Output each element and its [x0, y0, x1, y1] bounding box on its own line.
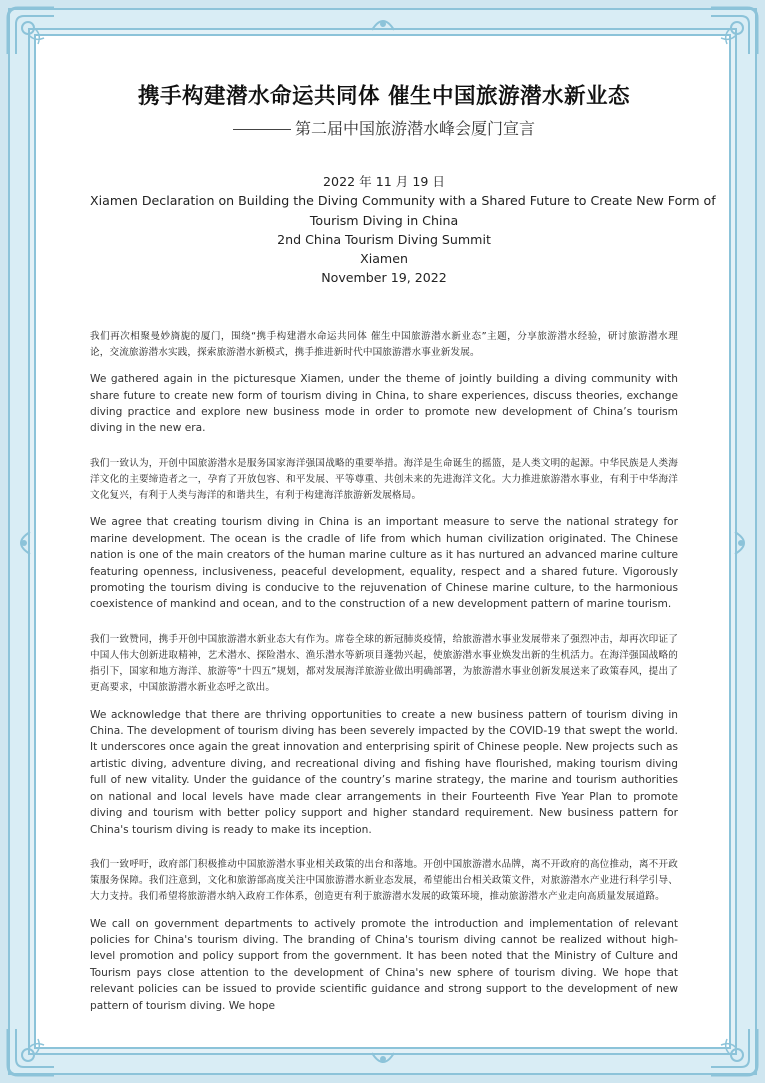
paragraph-zh: 我们再次相聚曼妙旖旎的厦门，围绕“携手构建潜水命运共同体 催生中国旅游潜水新业态”主题，分享旅游潜水经验，研讨旅游潜水理论，交流旅游潜水实践，探索旅游潜水新模式，携手推进新时代中国旅游潜水事业新发展。: [90, 330, 678, 358]
summit-name: 2nd China Tourism Diving Summit: [277, 231, 491, 247]
paragraph-en: We call on government departments to actively promote the introduction and implementation of relevant policies for China's tourism diving. The branding of China's tourism diving cannot be realized without high-level promotion and policy support from the government. It has been noted that the Ministry of Culture and Tourism pays close attention to the development of China's new sphere of tourism diving. We hope that relevant policies can be issued to provide scientific guidance and strong support to the development of new pattern of tourism diving. We hope: [90, 917, 678, 1012]
bottom-motif-icon: [370, 1051, 396, 1071]
document-content: [90, 82, 716, 1033]
document-title: 携手构建潜水命运共同体 催生中国旅游潜水新业态: [138, 84, 630, 109]
document-body: [90, 329, 678, 1014]
city-name: Xiamen: [360, 251, 408, 267]
left-motif-icon: [12, 530, 32, 556]
english-title-line-2: Tourism Diving in China: [309, 212, 459, 228]
english-title-line-1: Xiamen Declaration on Building the Diving Community with a Shared Future to Create New Form of: [90, 193, 716, 209]
paragraph-zh: 我们一致呼吁，政府部门积极推动中国旅游潜水事业相关政策的出台和落地。开创中国旅游潜水品牌，离不开政府的高位推动，离不开政策服务保障。我们注意到，文化和旅游部高度关注中国旅游潜水新业态发展，希望能出台相关政策文件，对旅游潜水产业进行科学引导、大力支持。我们希望将旅游潜水纳入政府工作体系，创造更有利于旅游潜水发展的政策环境，推动旅游潜水产业走向高质量发展道路。: [90, 858, 678, 903]
top-motif-icon: [370, 12, 396, 32]
corner-ornament-icon: [707, 4, 761, 58]
right-motif-icon: [733, 530, 753, 556]
corner-ornament-icon: [707, 1025, 761, 1079]
date-zh: 2022 年 11 月 19 日: [323, 174, 445, 189]
subtitle-dash: [233, 129, 291, 130]
document-subtitle: [90, 118, 678, 140]
paragraph-zh: 我们一致赞同，携手开创中国旅游潜水新业态大有作为。席卷全球的新冠肺炎疫情，给旅游潜水事业发展带来了强烈冲击，却再次印证了中国人伟大创新进取精神，艺术潜水、探险潜水、渔乐潜水等新项目蓬勃兴起，使旅游潜水事业焕发出新的生机活力。在海洋强国战略的指引下，国家和地方海洋、旅游等“十四五”规划，都对发展海洋旅游业做出明确部署，为旅游潜水事业创新发展送来了政策春风，提出了更高要求，中国旅游潜水新业态呼之欲出。: [90, 633, 678, 694]
date-en: November 19, 2022: [321, 270, 447, 286]
paragraph-en: We gathered again in the picturesque Xiamen, under the theme of jointly building a diving community with share future to create new form of tourism diving in China, to share experiences, discuss theories, exchange diving practice and explore new business mode in order to promote new development of China’s tourism diving in the new era.: [90, 373, 678, 435]
paragraph-en: We agree that creating tourism diving in China is an important measure to serve the national strategy for marine development. The ocean is the cradle of life from which human civilization originated. The Chinese nation is one of the main creators of the human marine culture as it has nurtured an advanced marine culture featuring openness, inclusiveness, peaceful development, equality, respect and a shared future. Vigorously promoting the tourism diving is conducive to the rejuvenation of Chinese marine culture, to the harmonious coexistence of mankind and ocean, and to the construction of a new development pattern of marine tourism.: [90, 516, 678, 611]
paragraph-en: We acknowledge that there are thriving opportunities to create a new business pattern of tourism diving in China. The development of tourism diving has been severely impacted by the COVID-19 that swept the world. It underscores once again the great innovation and enterprising spirit of Chinese people. New projects such as artistic diving, adventure diving, and recreational diving and fishing have flourished, making tourism diving full of new vitality. Under the guidance of the country’s marine strategy, the marine and tourism authorities on national and local levels have made clear arrangements in their Fourteenth Five Year Plan to promote diving and tourism with better policy support and higher standard requirement. New business pattern for China's tourism diving is ready to make its inception.: [90, 708, 678, 836]
header-block: [90, 172, 716, 288]
paragraph-zh: 我们一致认为，开创中国旅游潜水是服务国家海洋强国战略的重要举措。海洋是生命诞生的摇篮，是人类文明的起源。中华民族是人类海洋文化的主要缔造者之一，孕育了开放包容、和平发展、平等尊重、共创未来的先进海洋文化。大力推进旅游潜水事业，有利于中华海洋文化复兴，有利于人类与海洋的和谐共生，有利于构建海洋旅游新发展格局。: [90, 457, 678, 502]
corner-ornament-icon: [4, 4, 58, 58]
subtitle-text: 第二届中国旅游潜水峰会厦门宣言: [294, 119, 535, 138]
corner-ornament-icon: [4, 1025, 58, 1079]
